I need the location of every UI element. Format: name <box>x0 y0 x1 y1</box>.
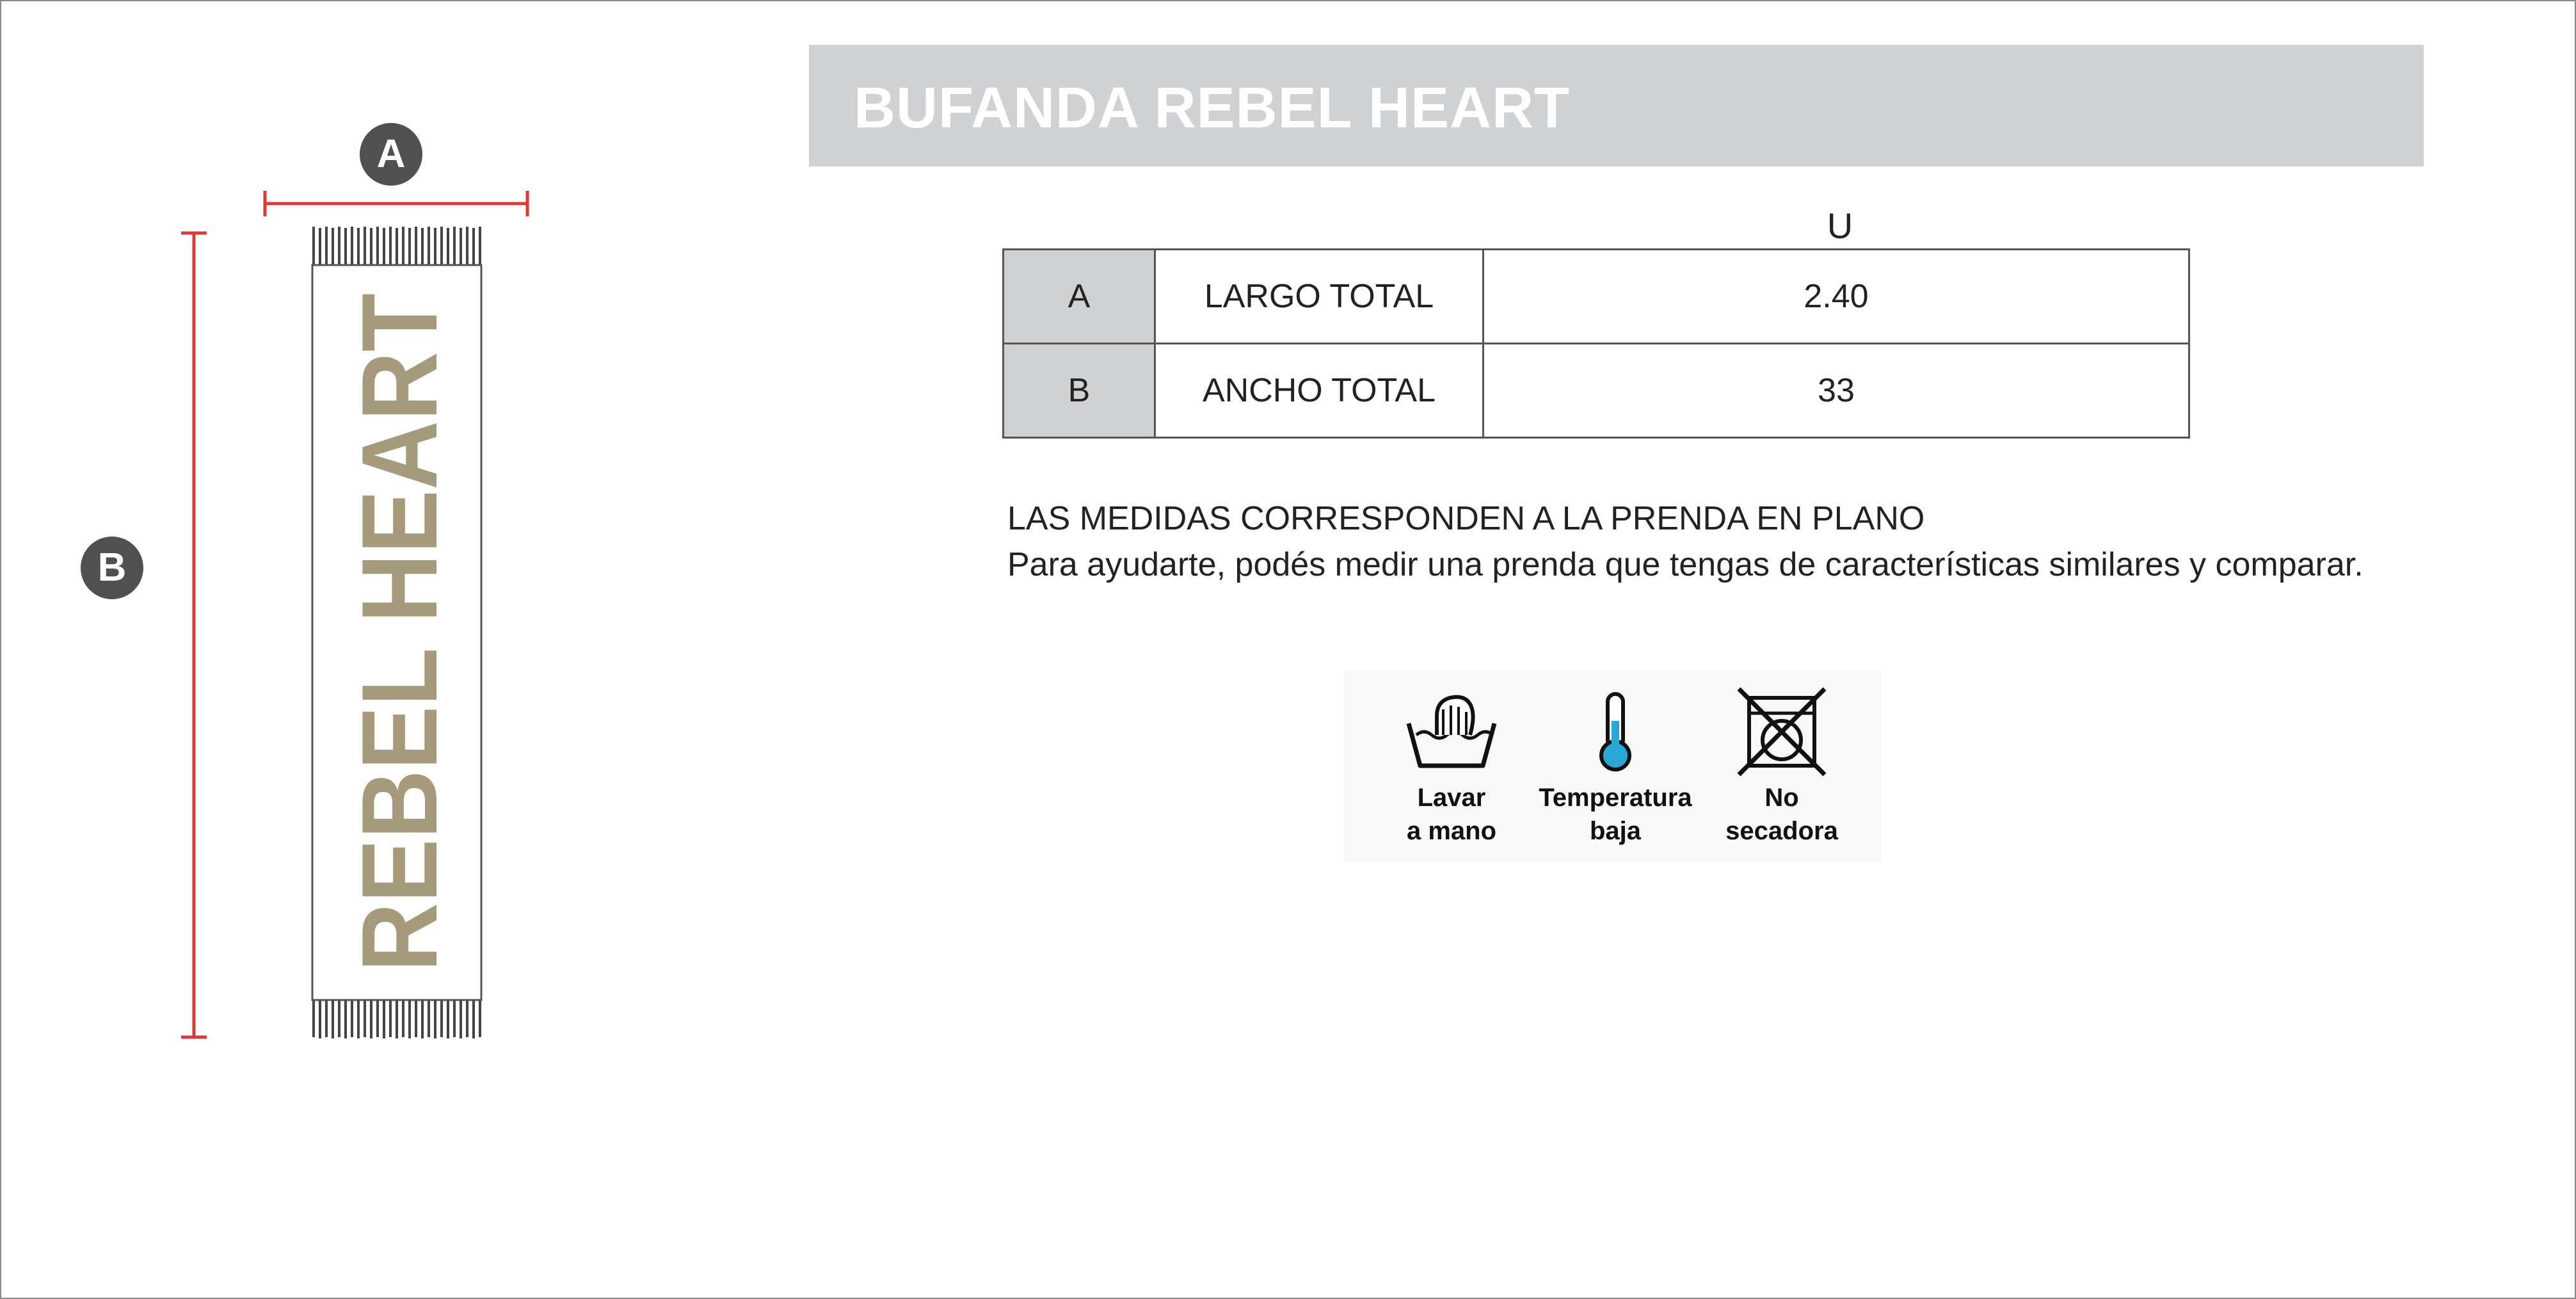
title-banner <box>809 45 2424 166</box>
no-dryer-icon <box>1734 684 1830 780</box>
row-key: A <box>1004 250 1155 344</box>
size-column-header: U <box>1827 206 1853 246</box>
scarf-text: REBEL HEART <box>339 209 460 972</box>
row-label: ANCHO TOTAL <box>1155 344 1484 438</box>
thermometer-icon <box>1590 690 1641 773</box>
care-label: Temperatura baja <box>1539 784 1692 845</box>
scarf-fringe-bottom <box>314 999 480 1038</box>
size-table <box>1002 248 2190 439</box>
row-value: 33 <box>1484 344 2189 438</box>
page-title: BUFANDA REBEL HEART <box>854 76 1571 140</box>
scarf-fringe-top <box>314 227 480 266</box>
hand-wash-icon <box>1404 690 1500 773</box>
care-instructions <box>1343 671 1882 862</box>
row-label: LARGO TOTAL <box>1155 250 1484 344</box>
measurement-note: LAS MEDIDAS CORRESPONDEN A LA PRENDA EN PLANO <box>1007 500 1925 537</box>
row-key: B <box>1004 344 1155 438</box>
length-dimension-line <box>181 233 207 1037</box>
care-item <box>1368 671 1535 862</box>
table-row <box>1004 250 2189 344</box>
care-item <box>1699 671 1865 862</box>
width-dimension-line <box>265 191 527 216</box>
care-label: Lavar a mano <box>1406 784 1497 845</box>
care-item <box>1532 671 1699 862</box>
badge-b: B <box>81 537 143 599</box>
table-row <box>1004 344 2189 438</box>
badge-a: A <box>360 123 422 186</box>
care-label: No secadora <box>1725 784 1838 845</box>
measurement-tip: Para ayudarte, podés medir una prenda que tengas de características similares y comparar. <box>1007 546 2364 583</box>
row-value: 2.40 <box>1484 250 2189 344</box>
